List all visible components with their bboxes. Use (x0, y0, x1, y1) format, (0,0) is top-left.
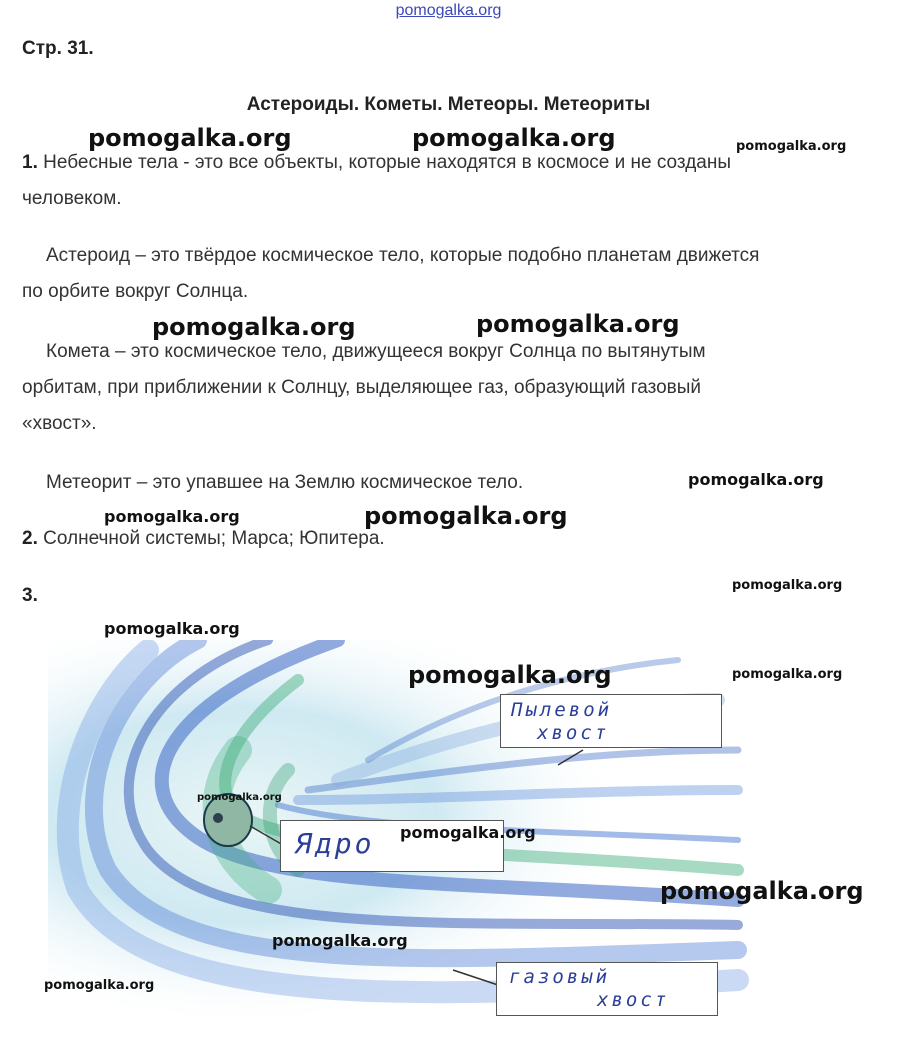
watermark: pomogalka.org (688, 470, 824, 489)
answer-3 (22, 578, 882, 614)
page-number: Стр. 31. (22, 38, 94, 59)
dust-tail-text: хвост (537, 722, 610, 744)
watermark: pomogalka.org (104, 507, 240, 526)
watermark: pomogalka.org (408, 661, 612, 689)
site-header-link[interactable]: pomogalka.org (395, 2, 502, 19)
answer-text: орбитам, при приближении к Солнцу, выделяющее газ, образующий газовый (22, 377, 702, 398)
watermark: pomogalka.org (197, 792, 282, 803)
watermark: pomogalka.org (400, 823, 536, 842)
answer-text: Небесные тела - это все объекты, которые находятся в космосе и не созданы (43, 152, 732, 173)
question-number: 2. (22, 528, 38, 549)
answer-text: по орбите вокруг Солнца. (22, 281, 249, 302)
answer-text: Метеорит – это упавшее на Землю космическое тело. (46, 472, 524, 493)
watermark: pomogalka.org (412, 124, 616, 152)
watermark: pomogalka.org (732, 578, 843, 593)
watermark: pomogalka.org (272, 931, 408, 950)
watermark: pomogalka.org (732, 667, 843, 682)
gas-tail-text: газовый (509, 966, 611, 988)
dust-tail-text: Пылевой (511, 699, 613, 721)
answer-1 (22, 145, 882, 217)
watermark: pomogalka.org (152, 313, 356, 341)
answer-text: Солнечной системы; Марса; Юпитера. (43, 528, 385, 549)
comet-illustration (38, 640, 750, 1030)
watermark: pomogalka.org (736, 139, 847, 154)
nucleus-text: Ядро (295, 827, 375, 860)
watermark: pomogalka.org (44, 978, 155, 993)
answer-text: Астероид – это твёрдое космическое тело, которые подобно планетам движется (46, 245, 760, 266)
answer-2 (22, 521, 882, 557)
watermark: pomogalka.org (104, 619, 240, 638)
answer-text: Комета – это космическое тело, движущееся вокруг Солнца по вытянутым (46, 341, 706, 362)
gas-tail-text: хвост (597, 989, 670, 1011)
asteroid-definition (22, 238, 882, 310)
answer-text: «хвост». (22, 413, 97, 434)
page-title: Астероиды. Кометы. Метеоры. Метеориты (246, 94, 651, 115)
comet-definition (22, 334, 882, 442)
watermark: pomogalka.org (88, 124, 292, 152)
watermark: pomogalka.org (364, 502, 568, 530)
question-number: 1. (22, 152, 38, 173)
meteorite-definition (22, 465, 882, 501)
gas-tail-label (496, 962, 718, 1016)
question-number: 3. (22, 585, 38, 606)
answer-text: человеком. (22, 188, 122, 209)
watermark: pomogalka.org (476, 310, 680, 338)
dust-tail-label (500, 694, 722, 748)
watermark: pomogalka.org (660, 877, 864, 905)
